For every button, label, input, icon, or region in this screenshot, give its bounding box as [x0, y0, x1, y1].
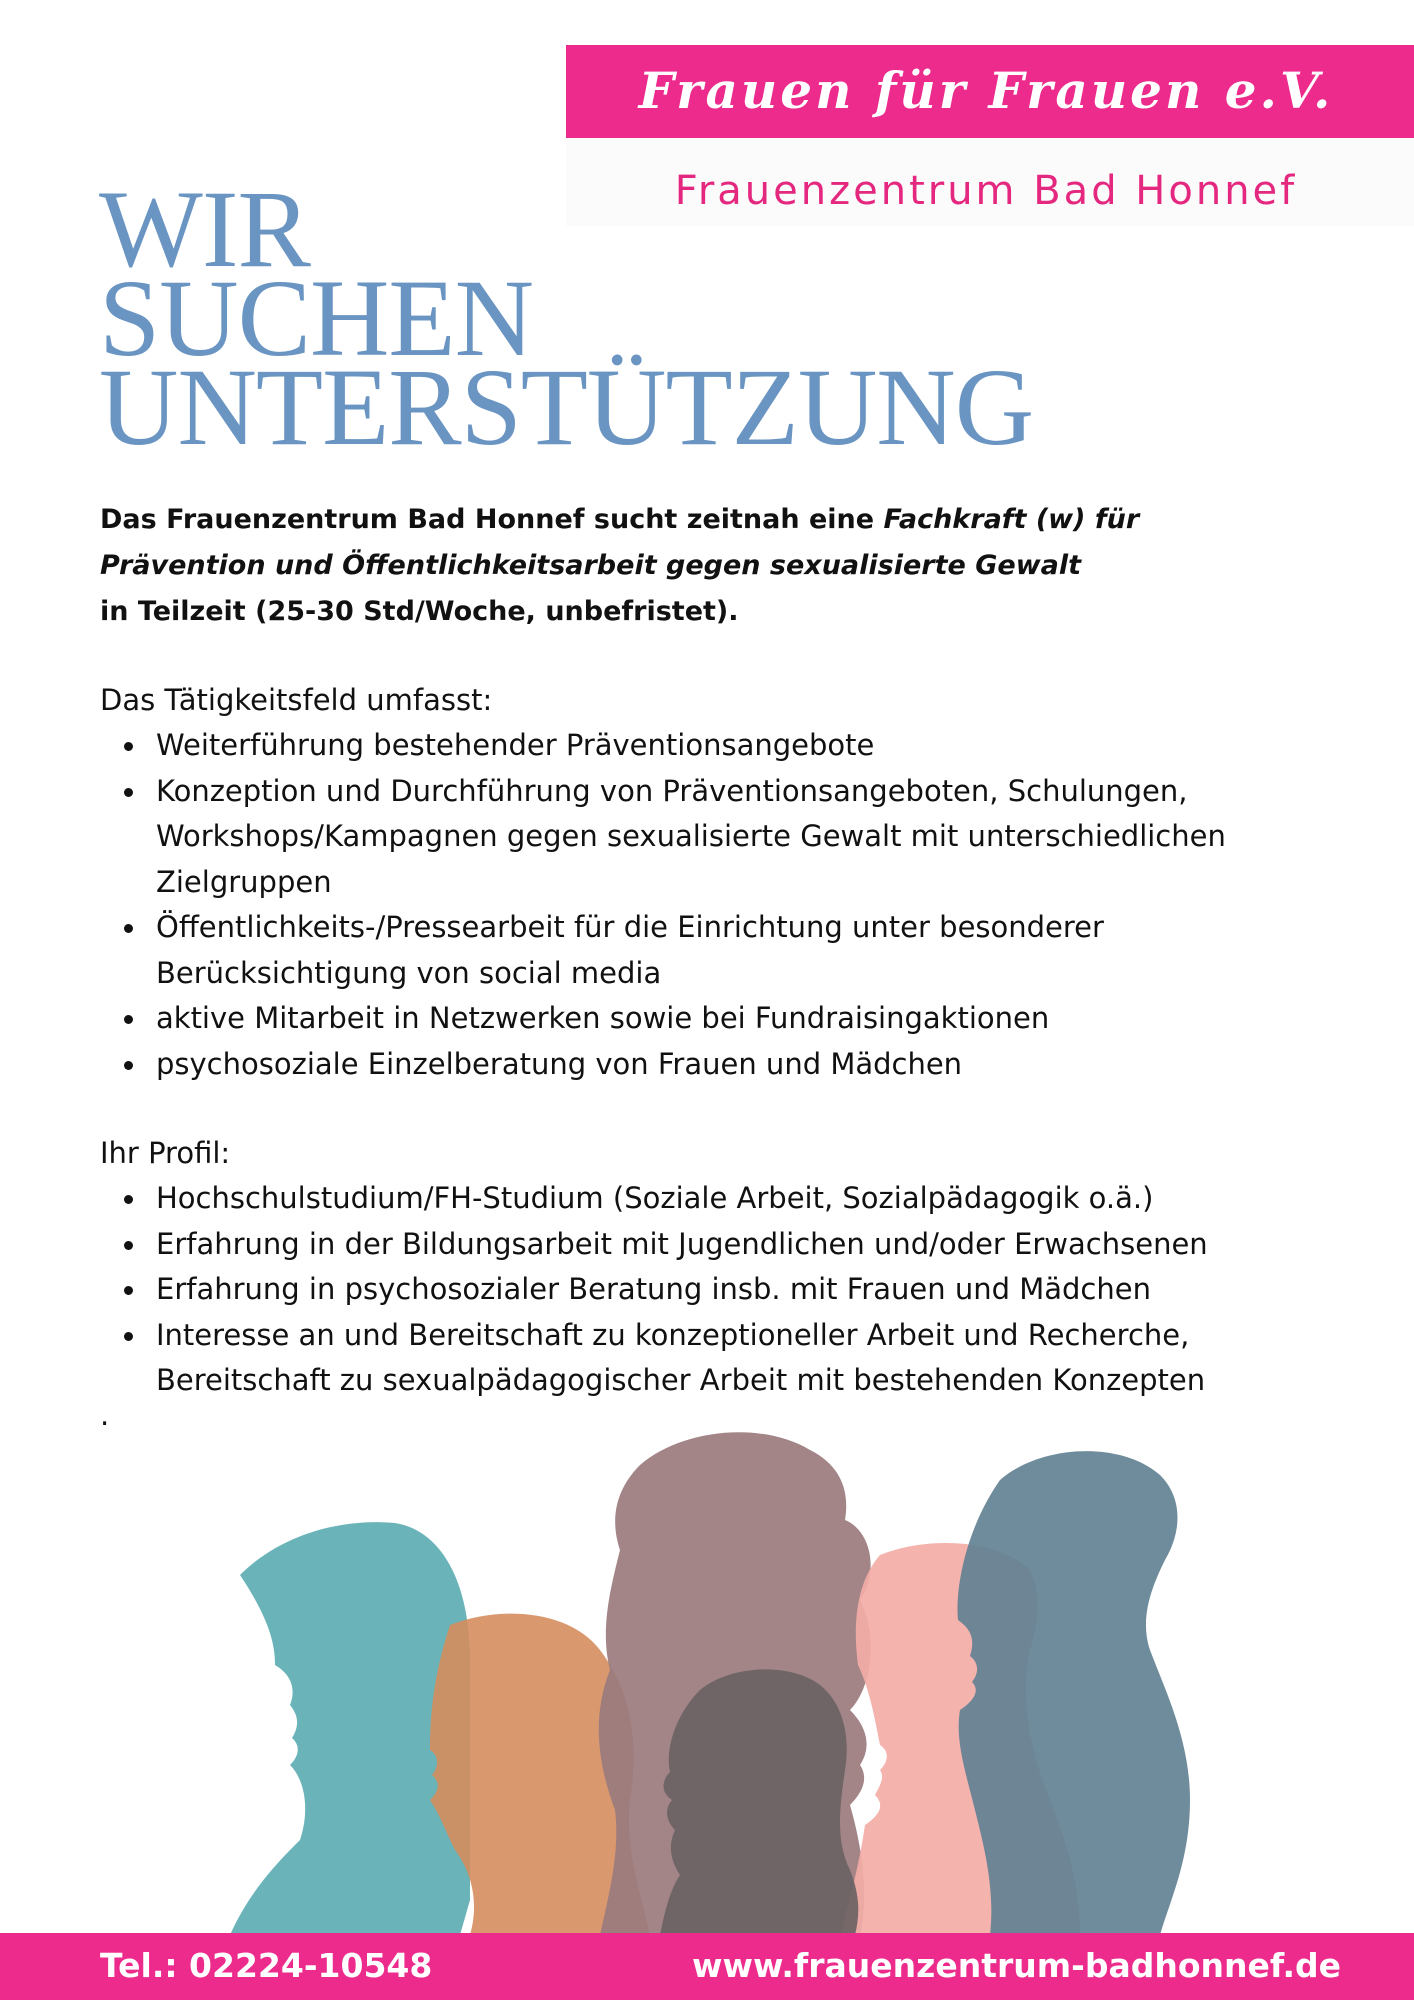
tasks-list — [100, 723, 1340, 1087]
women-silhouettes-illustration — [0, 1420, 1414, 1935]
position-title-1: Fachkraft (w) für — [883, 504, 1140, 535]
headline-line-1: WIR — [99, 168, 310, 290]
list-item: aktive Mitarbeit in Netzwerken sowie bei Fundraisingaktionen — [100, 996, 1340, 1042]
intro-paragraph — [100, 497, 1300, 635]
intro-text-1: Das Frauenzentrum Bad Honnef sucht zeitnah eine — [100, 504, 884, 535]
profile-list — [100, 1176, 1340, 1404]
logo-banner — [566, 45, 1414, 138]
list-item: Öffentlichkeits-/Pressearbeit für die Einrichtung unter besonderer Berücksichtigung von social media — [100, 905, 1340, 996]
footer-bar — [0, 1933, 1414, 2000]
phone-number[interactable]: Tel.: 02224-10548 — [100, 1946, 433, 1985]
list-item: Erfahrung in der Bildungsarbeit mit Jugendlichen und/oder Erwachsenen — [100, 1222, 1340, 1268]
silhouette-darkgray — [660, 1669, 858, 1935]
headline-line-3: UNTERSTÜTZUNG — [99, 346, 1034, 468]
list-item: Weiterführung bestehender Präventionsangebote — [100, 723, 1340, 769]
list-item: Hochschulstudium/FH-Studium (Soziale Arbeit, Sozialpädagogik o.ä.) — [100, 1176, 1340, 1222]
trailing-dot: . — [100, 1398, 110, 1432]
org-name-logo: Frauen für Frauen e.V. — [638, 61, 1334, 120]
center-name: Frauenzentrum Bad Honnef — [674, 168, 1298, 214]
silhouette-bluegray — [957, 1451, 1190, 1935]
headline-line-2: SUCHEN — [99, 257, 534, 379]
position-title-2: Prävention und Öffentlichkeitsarbeit gegen sexualisierte Gewalt — [100, 550, 1082, 581]
list-item: Interesse an und Bereitschaft zu konzeptioneller Arbeit und Recherche, Bereitschaft zu sexualpädagogischer Arbeit mit bestehenden Konzepten — [100, 1313, 1340, 1404]
website-link[interactable]: www.frauenzentrum-badhonnef.de — [692, 1946, 1341, 1985]
list-item: Erfahrung in psychosozialer Beratung insb. mit Frauen und Mädchen — [100, 1267, 1340, 1313]
profile-title: Ihr Profil: — [100, 1136, 231, 1170]
intro-text-2: in Teilzeit (25-30 Std/Woche, unbefristet). — [100, 596, 739, 627]
tasks-title: Das Tätigkeitsfeld umfasst: — [100, 683, 493, 717]
list-item: psychosoziale Einzelberatung von Frauen und Mädchen — [100, 1042, 1340, 1088]
list-item: Konzeption und Durchführung von Präventionsangeboten, Schulungen, Workshops/Kampagnen gegen sexualisierte Gewalt mit unterschiedlichen Zielgruppen — [100, 769, 1340, 906]
